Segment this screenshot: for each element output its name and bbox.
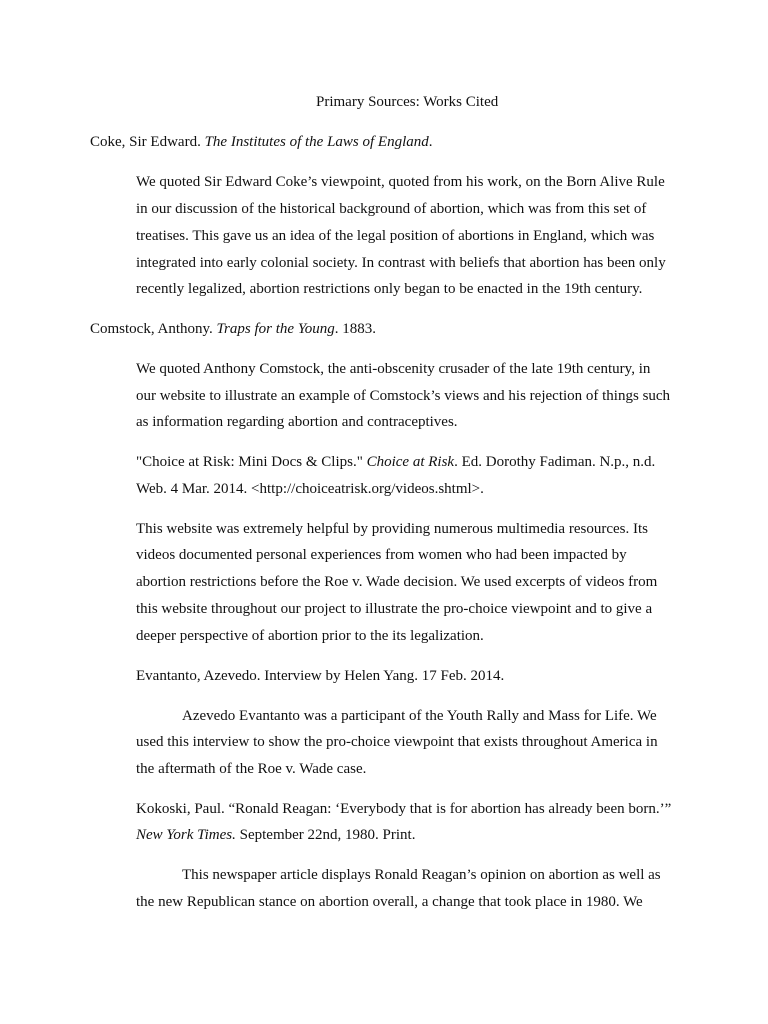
citation-details: . 1883. (334, 321, 377, 337)
citation-author: Coke, Sir Edward. (90, 134, 205, 150)
citation: Evantanto, Azevedo. Interview by Helen Yang. 17 Feb. 2014. (136, 668, 505, 684)
annotation-line: This newspaper article displays Ronald Reagan’s opinion on abortion as well as (182, 867, 661, 883)
citation-author: Comstock, Anthony. (90, 321, 217, 337)
annotation-line: We quoted Anthony Comstock, the anti-obscenity crusader of the late 19th century, in (136, 361, 651, 377)
citation-work-title: The Institutes of the Laws of England (204, 134, 429, 150)
citation: Kokoski, Paul. “Ronald Reagan: ‘Everybody that is for abortion has already been born.’” (136, 801, 672, 817)
annotation-line: recently legalized, abortion restrictions only began to be enacted in the 19th century. (136, 281, 643, 297)
page-title: Primary Sources: Works Cited (316, 94, 499, 110)
citation (90, 133, 433, 151)
annotation-line: treatises. This gave us an idea of the legal position of abortions in England, which was (136, 228, 655, 244)
citation-continuation: Web. 4 Mar. 2014. <http://choiceatrisk.org/videos.shtml>. (136, 481, 484, 497)
citation-work-title: Traps for the Young (216, 321, 335, 337)
annotation-line: abortion restrictions before the Roe v. Wade decision. We used excerpts of videos from (136, 574, 658, 590)
annotation-line: We quoted Sir Edward Coke’s viewpoint, quoted from his work, on the Born Alive Rule (136, 174, 665, 190)
citation-publication: New York Times. (136, 827, 236, 843)
citation (136, 453, 655, 471)
citation-details: . Ed. Dorothy Fadiman. N.p., n.d. (454, 454, 656, 470)
citation-title: "Choice at Risk: Mini Docs & Clips." (136, 454, 367, 470)
annotation-line: This website was extremely helpful by providing numerous multimedia resources. Its (136, 521, 648, 537)
annotation-line: the aftermath of the Roe v. Wade case. (136, 761, 367, 777)
annotation-line: integrated into early colonial society. In contrast with beliefs that abortion has been only (136, 255, 666, 271)
annotation-line: deeper perspective of abortion prior to the its legalization. (136, 628, 484, 644)
annotation-line: our website to illustrate an example of Comstock’s views and his rejection of things such (136, 388, 671, 404)
citation-details: . (428, 134, 433, 150)
annotation-line: videos documented personal experiences from women who had been impacted by (136, 547, 627, 563)
citation-details: September 22nd, 1980. Print. (235, 827, 416, 843)
annotation-line: this website throughout our project to illustrate the pro-choice viewpoint and to give a (136, 601, 653, 617)
annotation-line: as information regarding abortion and contraceptives. (136, 414, 458, 430)
citation-continuation (136, 826, 415, 844)
annotation-line: in our discussion of the historical background of abortion, which was from this set of (136, 201, 647, 217)
annotation-line: Azevedo Evantanto was a participant of the Youth Rally and Mass for Life. We (182, 708, 657, 724)
annotation-line: used this interview to show the pro-choice viewpoint that exists throughout America in (136, 734, 658, 750)
citation-website-name: Choice at Risk (366, 454, 455, 470)
citation (90, 320, 376, 338)
annotation-line: the new Republican stance on abortion overall, a change that took place in 1980. We (136, 894, 643, 910)
